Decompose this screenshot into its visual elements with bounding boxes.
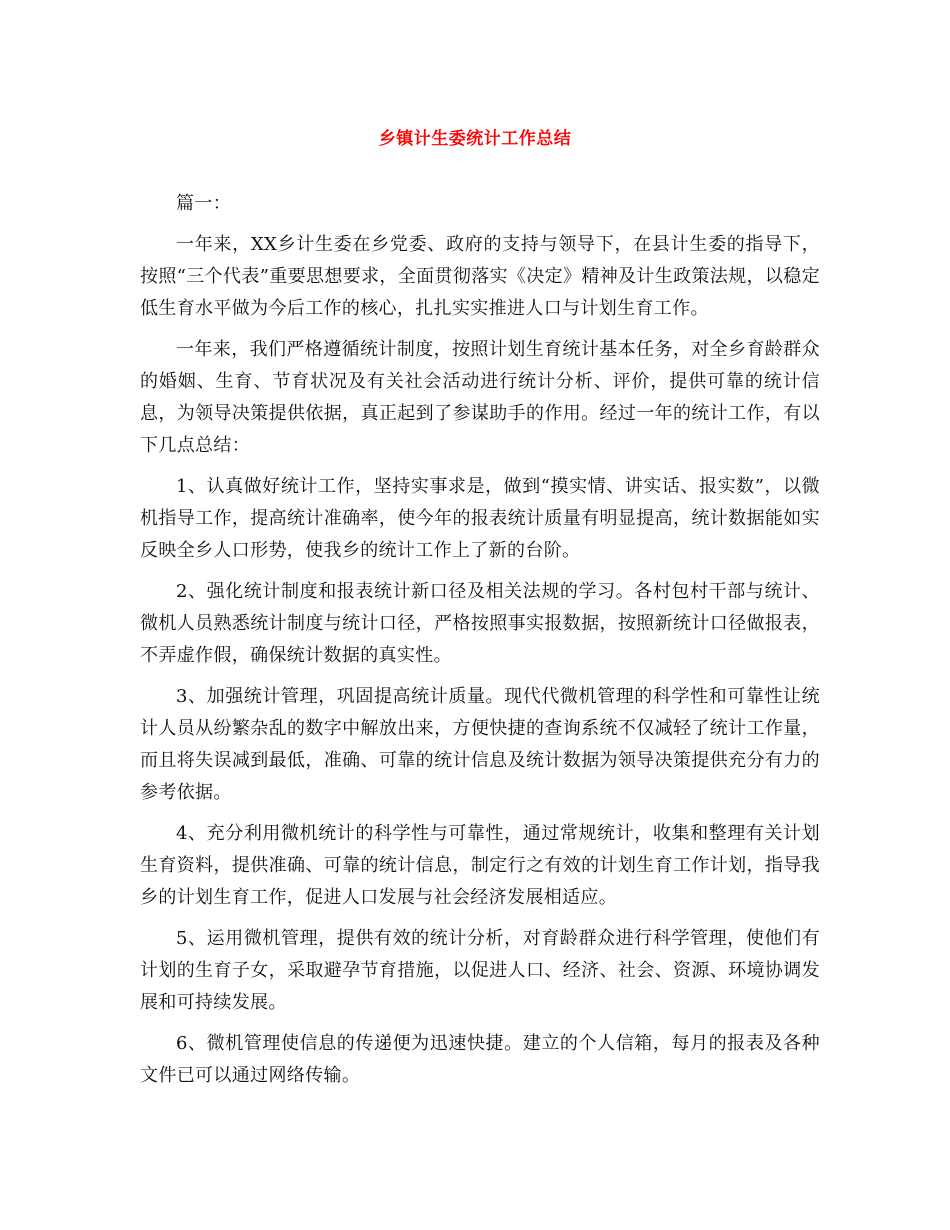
paragraph-heading: 篇一： — [176, 193, 232, 214]
document-body — [140, 188, 820, 1101]
paragraph-point-6: 6、微机管理使信息的传递便为迅速快捷。建立的个人信箱，每月的报表及各种文件已可以通过网络传输。 — [140, 1033, 820, 1086]
paragraph-summary-lead: 一年来，我们严格遵循统计制度，按照计划生育统计基本任务，对全乡育龄群众的婚姻、生育、节育状况及有关社会活动进行统计分析、评价，提供可靠的统计信息，为领导决策提供依据，真正起到了参谋助手的作用。经过一年的统计工作，有以下几点总结： — [140, 339, 820, 456]
paragraph-point-4: 4、充分利用微机统计的科学性与可靠性，通过常规统计，收集和整理有关计划生育资料，提供准确、可靠的统计信息，制定行之有效的计划生育工作计划，指导我乡的计划生育工作，促进人口发展与社会经济发展相适应。 — [140, 823, 820, 908]
paragraph-point-5: 5、运用微机管理，提供有效的统计分析，对育龄群众进行科学管理，使他们有计划的生育子女，采取避孕节育措施，以促进人口、经济、社会、资源、环境协调发展和可持续发展。 — [140, 928, 820, 1013]
paragraph-point-2: 2、强化统计制度和报表统计新口径及相关法规的学习。各村包村干部与统计、微机人员熟悉统计制度与统计口径，严格按照事实报数据，按照新统计口径做报表，不弄虚作假，确保统计数据的真实性。 — [140, 581, 820, 666]
document-title: 乡镇计生委统计工作总结 — [378, 129, 572, 149]
paragraph-point-3: 3、加强统计管理，巩固提高统计质量。现代代微机管理的科学性和可靠性让统计人员从纷繁杂乱的数字中解放出来，方便快捷的查询系统不仅减轻了统计工作量，而且将失误减到最低，准确、可靠的统计信息及统计数据为领导决策提供充分有力的参考依据。 — [140, 686, 820, 803]
paragraph-intro: 一年来，XX乡计生委在乡党委、政府的支持与领导下，在县计生委的指导下，按照“三个代表”重要思想要求，全面贯彻落实《决定》精神及计生政策法规，以稳定低生育水平做为今后工作的核心，扎扎实实推进人口与计划生育工作。 — [140, 234, 821, 319]
paragraph-point-1: 1、认真做好统计工作，坚持实事求是，做到“摸实情、讲实话、报实数”，以微机指导工作，提高统计准确率，使今年的报表统计质量有明显提高，统计数据能如实反映全乡人口形势，使我乡的统计工作上了新的台阶。 — [140, 476, 820, 561]
